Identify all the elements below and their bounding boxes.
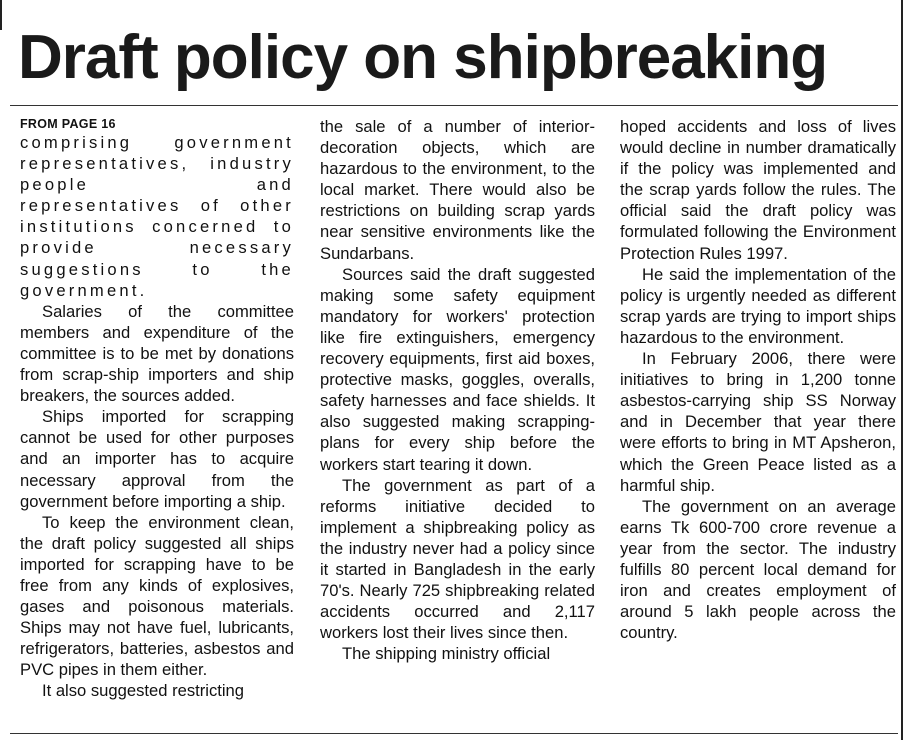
continuation-kicker: FROM PAGE 16 xyxy=(20,117,116,131)
headline-rule xyxy=(10,105,898,106)
paragraph: The government as part of a reforms initiative decided to implement a shipbreaking policy as the industry never had a policy since it started in Bangladesh in the early 70's. Nearly 725 shipbreaking related accidents occurred and 2,117 workers lost their lives since then. xyxy=(320,475,595,643)
paragraph: Sources said the draft suggested making some safety equipment mandatory for workers' protection like fire extinguishers, emergency recovery equipments, first aid boxes, protective masks, goggles, overalls, safety harnesses and face shields. It also suggested making scrapping-plans for every ship before the workers start tearing it down. xyxy=(320,264,595,474)
paragraph: The government on an average earns Tk 600-700 crore revenue a year from the sector. The industry fulfills 80 percent local demand for iron and creates employment of around 5 lakh people across the country. xyxy=(620,496,896,643)
paragraph: comprising government representatives, industry people and representatives of other institutions concerned to provide necessary suggestions to the government. xyxy=(20,133,294,300)
paragraph: It also suggested restricting xyxy=(42,681,244,701)
paragraph: The shipping ministry official xyxy=(342,644,551,664)
paragraph: He said the implementation of the policy is urgently needed as different scrap yards are trying to import ships hazardous to the environment. xyxy=(620,264,896,347)
article-column-1 xyxy=(20,116,294,702)
article-column-3 xyxy=(620,116,896,643)
paragraph: To keep the environment clean, the draft policy suggested all ships imported for scrapping have to be free from any kinds of explosives, gases and poisonous materials. Ships may not have fuel, lubricants, refrigerators, batteries, asbestos and PVC pipes in them either. xyxy=(20,512,294,680)
article-column-2 xyxy=(320,116,595,664)
paragraph: hoped accidents and loss of lives would decline in number dramatically if the policy was implemented and the scrap yards follow the rules. The official said the draft policy was formulated following the Environment Protection Rules 1997. xyxy=(620,117,896,263)
paragraph: the sale of a number of interior-decoration objects, which are hazardous to the environment, to the local market. There would also be restrictions on building scrap yards near sensitive environments like the Sundarbans. xyxy=(320,117,595,263)
border-line-right xyxy=(901,0,903,740)
paragraph: In February 2006, there were initiatives to bring in 1,200 tonne asbestos-carrying ship SS Norway and in December that year there were efforts to bring in MT Apsheron, which the Green Peace listed as a harmful ship. xyxy=(620,349,896,495)
paragraph: Ships imported for scrapping cannot be used for other purposes and an importer has to acquire necessary approval from the government before importing a ship. xyxy=(20,407,294,511)
border-line-left xyxy=(0,0,2,30)
paragraph: Salaries of the committee members and expenditure of the committee is to be met by donations from scrap-ship importers and ship breakers, the sources added. xyxy=(20,301,294,406)
headline: Draft policy on shipbreaking xyxy=(18,23,828,92)
bottom-rule xyxy=(10,733,898,734)
